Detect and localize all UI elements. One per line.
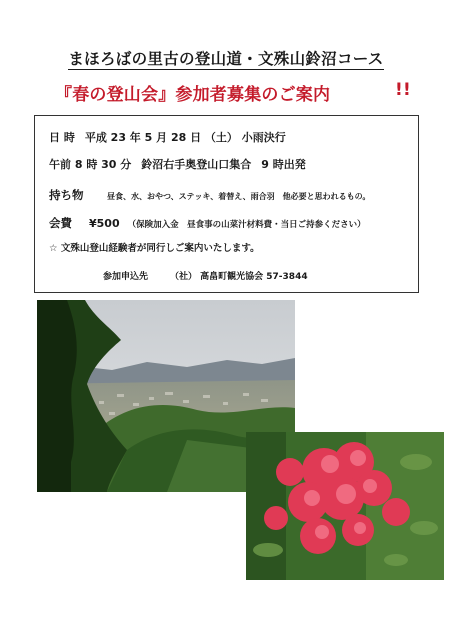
page-title: まほろばの里古の登山道・文殊山鈴沼コース xyxy=(68,50,384,68)
departure-time: 9 時出発 xyxy=(261,158,306,171)
event-info-box xyxy=(34,115,419,293)
items-row xyxy=(49,184,370,203)
contact-label: 参加申込先 xyxy=(103,272,149,282)
items-label: 持ち物 xyxy=(49,188,84,202)
meeting-place: 鈴沼右手奥登山口集合 xyxy=(141,158,252,171)
guide-note: ☆ 文殊山登山経験者が同行しご案内いたします。 xyxy=(49,243,260,254)
meeting-row xyxy=(49,156,306,172)
fee-value: ¥500 xyxy=(89,217,120,230)
page-subtitle xyxy=(55,80,411,105)
contact-row xyxy=(103,269,308,282)
date-label: 日 時 xyxy=(49,131,75,144)
azalea-photo xyxy=(246,432,444,580)
subtitle-exclamation: !! xyxy=(395,80,411,100)
fee-row xyxy=(49,212,366,231)
fee-label: 会費 xyxy=(49,216,72,230)
meeting-time: 午前 8 時 30 分 xyxy=(49,158,132,171)
subtitle-text: 『春の登山会』参加者募集のご案内 xyxy=(55,85,331,105)
contact-value: （社） 高畠町観光協会 57-3844 xyxy=(170,272,308,282)
fee-note: （保険加入金 昼食事の山菜汁材料費・当日ご持参ください） xyxy=(127,220,366,230)
date-value: 平成 23 年 5 月 28 日 （土） 小雨決行 xyxy=(84,131,286,144)
items-value: 昼食、水、おやつ、ステッキ、着替え、雨合羽 他必要と思われるもの。 xyxy=(107,192,371,201)
date-row xyxy=(49,129,286,145)
